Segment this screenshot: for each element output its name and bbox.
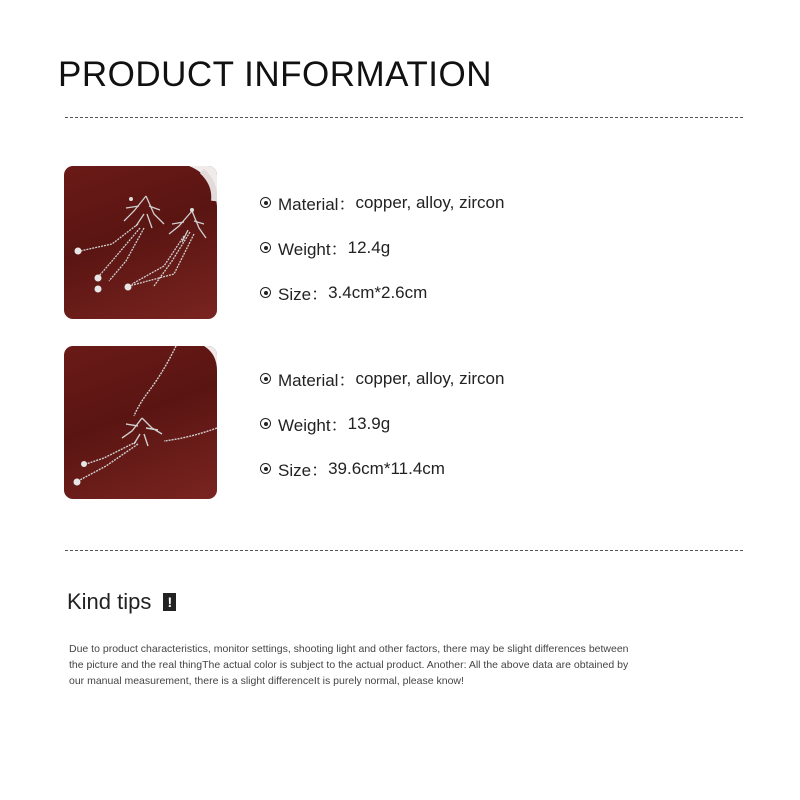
spec-material bbox=[260, 356, 504, 401]
top-divider bbox=[65, 117, 743, 118]
spec-size bbox=[260, 270, 504, 315]
bottom-divider bbox=[65, 550, 743, 551]
bullet-icon bbox=[260, 197, 271, 208]
spec-label: Material： bbox=[278, 371, 356, 390]
spec-value: 3.4cm*2.6cm bbox=[328, 282, 428, 302]
bullet-icon bbox=[260, 373, 271, 384]
earrings-specs bbox=[260, 180, 504, 315]
earrings-image bbox=[64, 166, 217, 319]
bullet-icon bbox=[260, 418, 271, 429]
bullet-icon bbox=[260, 287, 271, 298]
spec-weight bbox=[260, 225, 504, 270]
spec-value: 39.6cm*11.4cm bbox=[328, 458, 445, 478]
spec-weight bbox=[260, 401, 504, 446]
necklace-specs bbox=[260, 356, 504, 491]
spec-value: 12.4g bbox=[347, 237, 391, 257]
kind-tips-title: Kind tips bbox=[67, 589, 152, 614]
spec-label: Material： bbox=[278, 195, 356, 214]
spec-size bbox=[260, 446, 504, 491]
exclamation-icon: ! bbox=[163, 593, 176, 611]
spec-value: copper, alloy, zircon bbox=[355, 192, 505, 212]
spec-value: 13.9g bbox=[347, 413, 391, 433]
spec-label: Size： bbox=[278, 285, 329, 304]
bullet-icon bbox=[260, 463, 271, 474]
spec-label: Weight： bbox=[278, 240, 348, 259]
page-title: PRODUCT INFORMATION bbox=[58, 55, 493, 94]
spec-value: copper, alloy, zircon bbox=[355, 368, 505, 388]
spec-label: Size： bbox=[278, 461, 329, 480]
kind-tips-heading bbox=[67, 589, 176, 615]
spec-material bbox=[260, 180, 504, 225]
kind-tips-text: Due to product characteristics, monitor settings, shooting light and other factors, there may be slight differences between the picture and the real thingThe actual color is subject to the actual product. Another: All the above data are obtained by our manual measurement, there is a slight differenceIt is purely normal, please know! bbox=[69, 643, 629, 687]
bullet-icon bbox=[260, 242, 271, 253]
necklace-image bbox=[64, 346, 217, 499]
spec-label: Weight： bbox=[278, 416, 348, 435]
